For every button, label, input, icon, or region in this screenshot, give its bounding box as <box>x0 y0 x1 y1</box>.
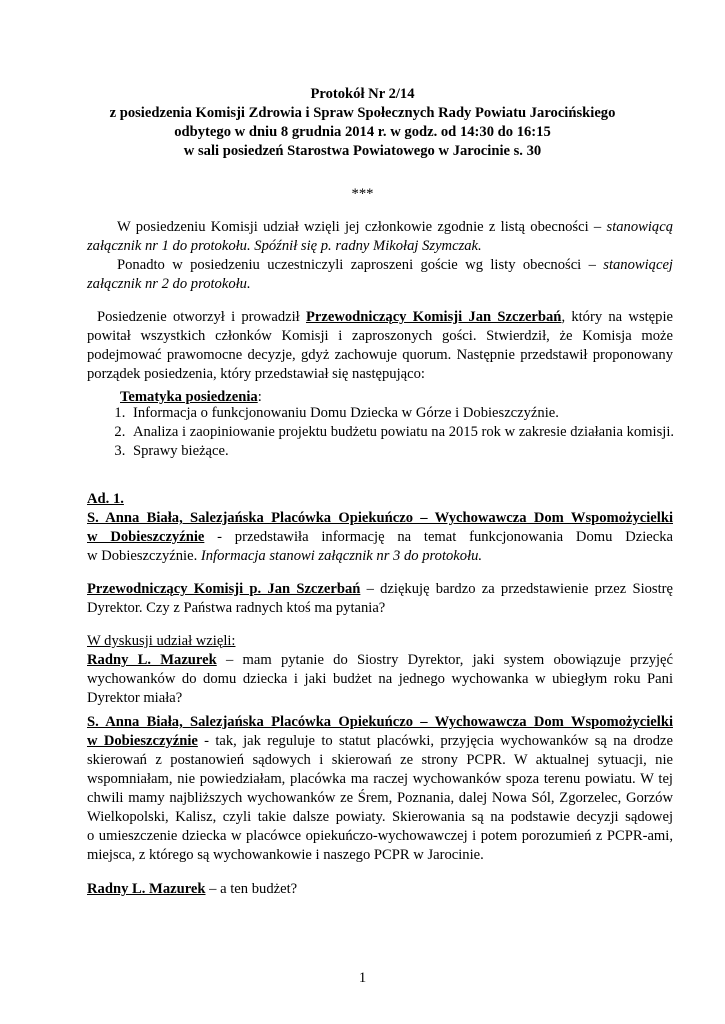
mazurek-question-line-3: Dyrektor miała? <box>87 690 183 706</box>
ad1-speaker-line-1: S. Anna Biała, Salezjańska Placówka Opiekuńczo – Wychowawcza Dom Wspomożycielki <box>87 510 673 526</box>
sister-answer-line-8: miejsca, z którego są wychowankowie i naszego PCPR w Jarocinie. <box>87 847 484 863</box>
ad1-heading: Ad. 1. <box>87 491 124 507</box>
attendance-line-2: załącznik nr 1 do protokołu. Spóźnił się p. radny Mikołaj Szymczak. <box>87 238 482 254</box>
discussion-heading: W dyskusji udział wzięli: <box>87 633 236 649</box>
opening-line-1: Posiedzenie otworzył i prowadził Przewodniczący Komisji Jan Szczerbań, który na wstępie <box>97 309 673 325</box>
opening-line-2: powitał wszystkich członków Komisji i zaproszonych gości. Stwierdził, że Komisja może <box>87 328 673 344</box>
sister-answer-line-4: wspomniałam, nie powiedziałam, placówka ma raczej wychowanków spoza terenu powiatu. W tej <box>87 771 673 787</box>
protocol-subtitle-date: odbytego w dniu 8 grudnia 2014 r. w godz. od 14:30 do 16:15 <box>174 124 551 140</box>
sister-answer-line-5: chwili mamy najbliższych wychowanków ze Śrem, Poznania, dalej Nowa Sól, Zgorzelec, Gorzów <box>87 790 673 806</box>
opening-line-4: porządek posiedzenia, który przedstawiał się następująco: <box>87 366 425 382</box>
attendance-line-1: W posiedzeniu Komisji udział wzięli jej członkowie zgodnie z listą obecności – stanowiącą <box>117 219 673 235</box>
sister-answer-line-3: skierowań z postanowień sądowych i skierowań ze strony PCPR. W aktualnej sytuacji, nie <box>87 752 673 768</box>
sister-answer-line-2: w Dobieszczyźnie - tak, jak reguluje to statut placówki, przyjęcia wychowanków są na drodze <box>87 733 673 749</box>
chairman-name: Przewodniczący Komisji Jan Szczerbań <box>305 309 562 325</box>
ad1-speaker-line-2: w Dobieszczyźnie - przedstawiła informację na temat funkcjonowania Domu Dziecka <box>87 529 673 545</box>
agenda-title: Tematyka posiedzenia: <box>120 389 262 405</box>
opening-line-3: podejmować prawomocne decyzje, gdyż zachowuje quorum. Następnie przedstawił proponowany <box>87 347 673 363</box>
page-number: 1 <box>358 970 367 986</box>
guests-line-2: załącznik nr 2 do protokołu. <box>87 276 251 292</box>
ad1-speaker-line-3: w Dobieszczyźnie. Informacja stanowi załącznik nr 3 do protokołu. <box>87 548 483 564</box>
mazurek-question-line-1: Radny L. Mazurek – mam pytanie do Siostry Dyrektor, jaki system obowiązuje przyjęć <box>87 652 673 668</box>
protocol-subtitle-committee: z posiedzenia Komisji Zdrowia i Spraw Społecznych Rady Powiatu Jarocińskiego <box>109 105 616 121</box>
sister-answer-line-7: o umieszczenie dziecka w placówce opiekuńczo-wychowawczej i potem porozumień z PCPR-ami, <box>87 828 673 844</box>
agenda-item: 3. Sprawy bieżące. <box>129 442 687 461</box>
sister-answer-line-6: Wielkopolski, Kalisz, czyli takie dalsze powiaty. Skierowania są na podstawie decyzji sądowej <box>87 809 673 825</box>
section-separator: *** <box>351 186 374 202</box>
mazurek-budget-question: Radny L. Mazurek – a ten budżet? <box>87 881 298 897</box>
sister-answer-line-1: S. Anna Biała, Salezjańska Placówka Opiekuńczo – Wychowawcza Dom Wspomożycielki <box>87 714 673 730</box>
agenda-list <box>87 404 687 461</box>
protocol-title: Protokół Nr 2/14 <box>310 86 415 102</box>
chair-thanks-line-1: Przewodniczący Komisji p. Jan Szczerbań – dziękuję bardzo za przedstawienie przez Siostrę <box>87 581 673 597</box>
mazurek-question-line-2: wychowanków do domu dziecka i jaki budżet na jednego wychowanka w ubiegłym roku Pani <box>87 671 673 687</box>
guests-line-1: Ponadto w posiedzeniu uczestniczyli zaproszeni goście wg listy obecności – stanowiącej <box>117 257 673 273</box>
agenda-item: 2. Analiza i zaopiniowanie projektu budżetu powiatu na 2015 rok w zakresie działania komisji. <box>129 423 687 442</box>
chair-thanks-line-2: Dyrektor. Czy z Państwa radnych ktoś ma pytania? <box>87 600 386 616</box>
protocol-subtitle-place: w sali posiedzeń Starostwa Powiatowego w Jarocinie s. 30 <box>183 143 542 159</box>
agenda-item: 1. Informacja o funkcjonowaniu Domu Dziecka w Górze i Dobieszczyźnie. <box>129 404 687 423</box>
